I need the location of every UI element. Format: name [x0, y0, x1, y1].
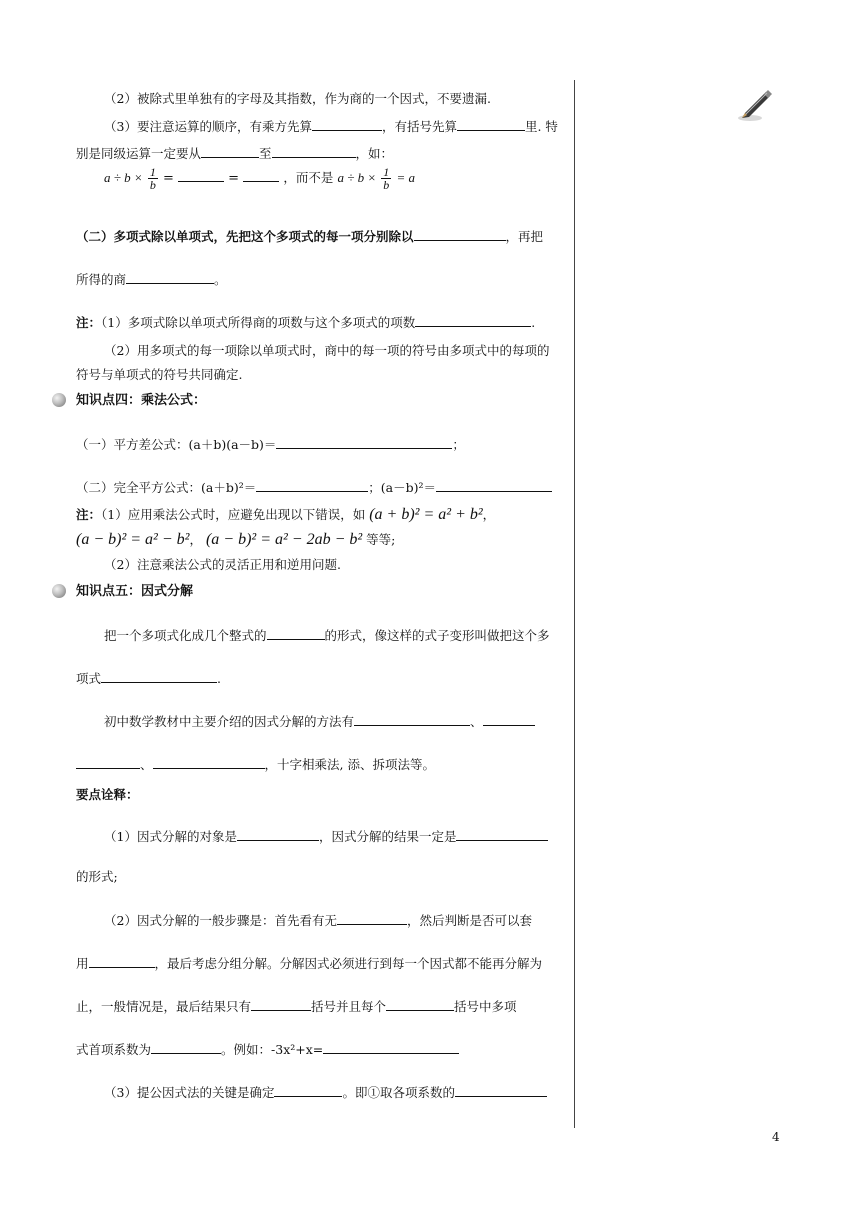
formula-example: a ÷ b × $\frac{1}{b}$ = = ，而不是 a ÷ b × $\frac{1}{b}$ = a	[104, 165, 415, 192]
blank[interactable]	[323, 1041, 459, 1054]
kp4-heading: 知识点四：乘法公式：	[76, 393, 207, 408]
factor-def-line2: 项式 .	[76, 671, 221, 686]
blank[interactable]	[354, 713, 470, 726]
note-2-line2: 符号与单项式的符号共同确定.	[76, 367, 243, 382]
blank[interactable]	[414, 228, 506, 241]
blank[interactable]	[457, 118, 525, 131]
key-2-line1: （2）因式分解的一般步骤是：首先看有无 ，然后判断是否可以套	[104, 913, 532, 928]
kp5-heading: 知识点五：因式分解	[76, 584, 194, 599]
page-number: 4	[772, 1130, 780, 1144]
fraction-1-over-b: $\frac{1}{b}$	[383, 165, 390, 192]
blank[interactable]	[243, 169, 279, 182]
key-2-line4: 式首项系数为 。例如：-3x²+x=	[76, 1041, 459, 1058]
blank[interactable]	[274, 1084, 342, 1097]
factor-def-line1: 把一个多项式化成几个整式的 的形式，像这样的式子变形叫做把这个多	[104, 628, 550, 643]
blank[interactable]	[251, 998, 311, 1011]
poly-div-line1: （二）多项式除以单项式，先把这个多项式的每一项分别除以 ，再把	[76, 229, 544, 244]
key-points-heading: 要点诠释：	[76, 787, 139, 802]
key-3-line1: （3）提公因式法的关键是确定 。即①取各项系数的	[104, 1084, 547, 1101]
blank[interactable]	[312, 118, 382, 131]
blank[interactable]	[276, 436, 452, 449]
blank[interactable]	[272, 145, 356, 158]
blank[interactable]	[76, 756, 140, 769]
blank[interactable]	[436, 479, 552, 492]
blank[interactable]	[256, 479, 368, 492]
blank[interactable]	[201, 145, 259, 158]
blank[interactable]	[178, 169, 224, 182]
kp4-note-2: （2）注意乘法公式的灵活正用和逆用问题.	[104, 557, 341, 572]
perfect-square: （二）完全平方公式：(a＋b)²＝ ；(a－b)²＝	[76, 479, 552, 496]
blank[interactable]	[101, 670, 217, 683]
blank[interactable]	[126, 271, 214, 284]
key-1-line1: （1）因式分解的对象是 ，因式分解的结果一定是	[104, 828, 548, 845]
bullet-icon	[52, 393, 66, 407]
blank[interactable]	[415, 314, 531, 327]
blank[interactable]	[267, 627, 325, 640]
fraction-1-over-b: $\frac{1}{b}$	[149, 165, 156, 192]
pen-icon	[736, 86, 776, 126]
note-1: 注：（1）多项式除以单项式所得商的项数与这个多项式的项数 .	[76, 315, 536, 330]
blank[interactable]	[455, 1084, 547, 1097]
bullet-icon	[52, 584, 66, 598]
blank[interactable]	[337, 912, 407, 925]
blank[interactable]	[153, 756, 265, 769]
kp4-note-1-cont: (a − b)² = a² − b²， (a − b)² = a² − 2ab − b² 等等;	[76, 531, 396, 548]
key-2-line2: 用 ，最后考虑分组分解。分解因式必须进行到每一个因式都不能再分解为	[76, 956, 543, 971]
key-2-line3: 止，一般情况是，最后结果只有 括号并且每个 括号中多项	[76, 999, 517, 1014]
rule-2: （2）被除式里单独有的字母及其指数，作为商的一个因式，不要遗漏.	[104, 91, 491, 106]
blank[interactable]	[483, 713, 535, 726]
blank[interactable]	[386, 998, 454, 1011]
methods-line1: 初中数学教材中主要介绍的因式分解的方法有 、	[104, 713, 535, 730]
margin-divider	[574, 80, 575, 1128]
diff-squares: （一）平方差公式：(a＋b)(a－b)＝ ；	[76, 437, 465, 452]
blank[interactable]	[89, 955, 155, 968]
kp4-note-1: 注：（1）应用乘法公式时，应避免出现以下错误，如 (a + b)² = a² + b²，	[76, 506, 496, 523]
blank[interactable]	[151, 1041, 221, 1054]
rule-3-line1: （3）要注意运算的顺序，有乘方先算 ，有括号先算 里. 特	[104, 119, 558, 134]
note-2-line1: （2）用多项式的每一项除以单项式时，商中的每一项的符号由多项式中的每项的	[104, 343, 550, 358]
blank[interactable]	[456, 828, 548, 841]
poly-div-line2: 所得的商 。	[76, 272, 227, 287]
methods-line2: 、 ，十字相乘法, 添、拆项法等。	[76, 756, 435, 773]
blank[interactable]	[237, 828, 319, 841]
key-1-line2: 的形式;	[76, 869, 118, 884]
rule-3-line2: 别是同级运算一定要从 至 ，如：	[76, 146, 394, 161]
